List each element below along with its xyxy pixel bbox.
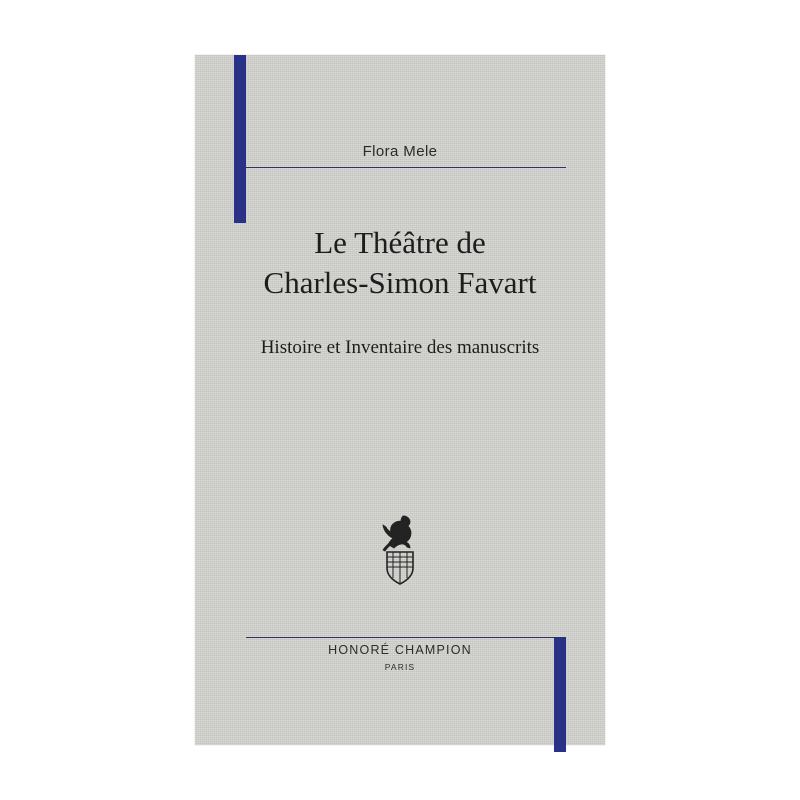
accent-band-mid-left <box>234 168 246 223</box>
book-title <box>195 223 605 304</box>
book-subtitle: Histoire et Inventaire des manuscrits <box>260 337 540 358</box>
title-line-2: Charles-Simon Favart <box>263 265 537 301</box>
book-cover <box>195 55 605 745</box>
rearing-horse-crest-icon <box>195 510 605 595</box>
divider-above-title <box>246 167 566 168</box>
divider-above-publisher <box>246 637 566 638</box>
title-line-1: Le Théâtre de <box>314 225 486 260</box>
publisher-city: PARIS <box>384 662 416 672</box>
publisher-name: HONORÉ CHAMPION <box>328 643 472 657</box>
author-name: Flora Mele <box>362 143 438 160</box>
